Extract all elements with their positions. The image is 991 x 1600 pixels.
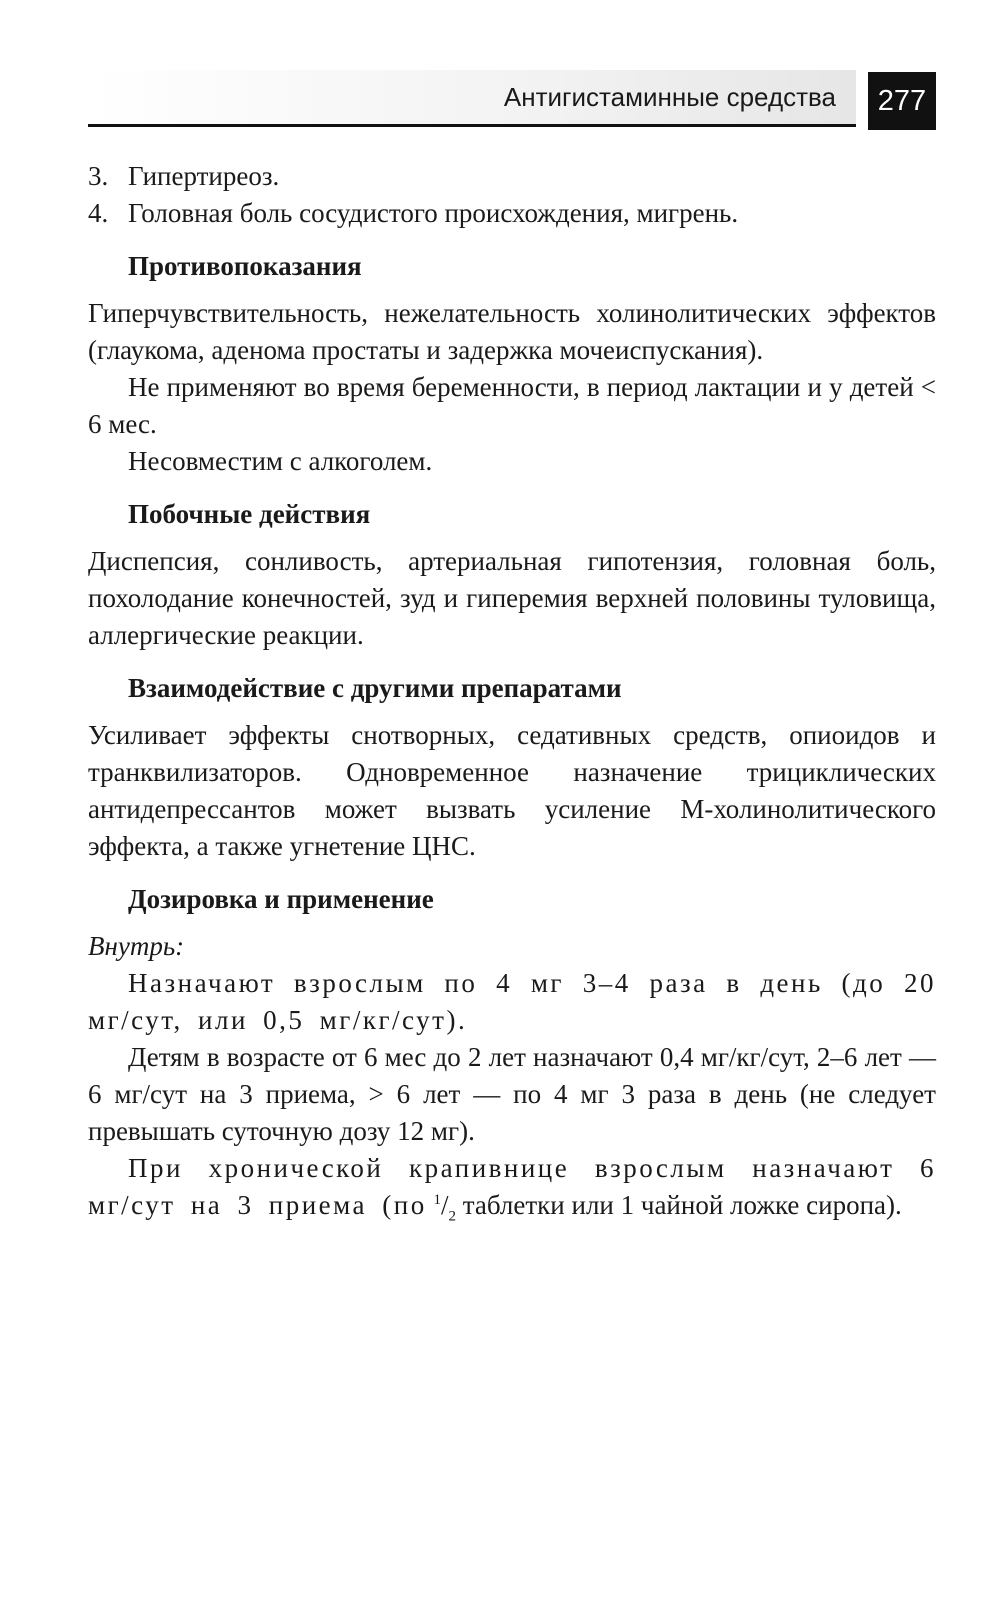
paragraph: Детям в возрасте от 6 мес до 2 лет назначают 0,4 мг/кг/сут, 2–6 лет — 6 мг/сут на 3 приема, > 6 лет — по 4 мг 3 раза в день (не следует превышать суточную дозу 12 мг).	[88, 1042, 936, 1146]
paragraph-text: таблетки или 1 чайной ложке сиропа).	[462, 1190, 902, 1220]
page-body	[88, 158, 936, 1224]
paragraph: Усиливает эффекты снотворных, седативных средств, опиоидов и транквилизаторов. Одновременное назначение трициклических антидепрессантов может вызвать усиление М-холинолитического эффекта, а также угнетение ЦНС.	[88, 720, 936, 861]
paragraph: Несовместим с алкоголем.	[128, 446, 433, 476]
paragraph	[88, 1150, 936, 1224]
fraction-numerator: 1	[433, 1192, 441, 1208]
paragraph-text: При хронической крапивнице взрослым назначают 6 мг/сут на 3 приема (по	[88, 1153, 936, 1220]
list-item-text: Головная боль сосудистого происхождения, мигрень.	[128, 198, 739, 228]
paragraph: Гиперчувствительность, нежелательность холинолитических эффектов (глаукома, аденома простаты и задержка мочеиспускания).	[88, 298, 936, 365]
running-header	[88, 70, 936, 130]
section-heading-dosage: Дозировка и применение	[128, 884, 434, 914]
section-heading-interactions: Взаимодействие с другими препаратами	[128, 673, 622, 703]
fraction-denominator: 2	[448, 1208, 456, 1225]
route-label: Внутрь:	[88, 931, 185, 961]
list-item-number: 3.	[88, 161, 109, 191]
page-number: 277	[868, 72, 936, 130]
list-item-number: 4.	[88, 198, 109, 228]
paragraph: Диспепсия, сонливость, артериальная гипотензия, головная боль, похолодание конечностей, зуд и гиперемия верхней половины туловища, аллергические реакции.	[88, 546, 936, 650]
paragraph: Не применяют во время беременности, в период лактации и у детей < 6 мес.	[88, 372, 936, 439]
list-item	[88, 195, 936, 232]
list-item-text: Гипертиреоз.	[128, 161, 280, 191]
paragraph: Назначают взрослым по 4 мг 3–4 раза в день (до 20 мг/сут, или 0,5 мг/кг/сут).	[88, 968, 936, 1035]
list-item	[88, 158, 936, 195]
section-heading-side-effects: Побочные действия	[128, 499, 371, 529]
section-heading-contraindications: Противопоказания	[128, 251, 362, 281]
fraction-one-half: $^1/_2$	[433, 1190, 456, 1225]
header-title: Антигистаминные средства	[503, 82, 836, 112]
header-rule	[88, 124, 856, 127]
